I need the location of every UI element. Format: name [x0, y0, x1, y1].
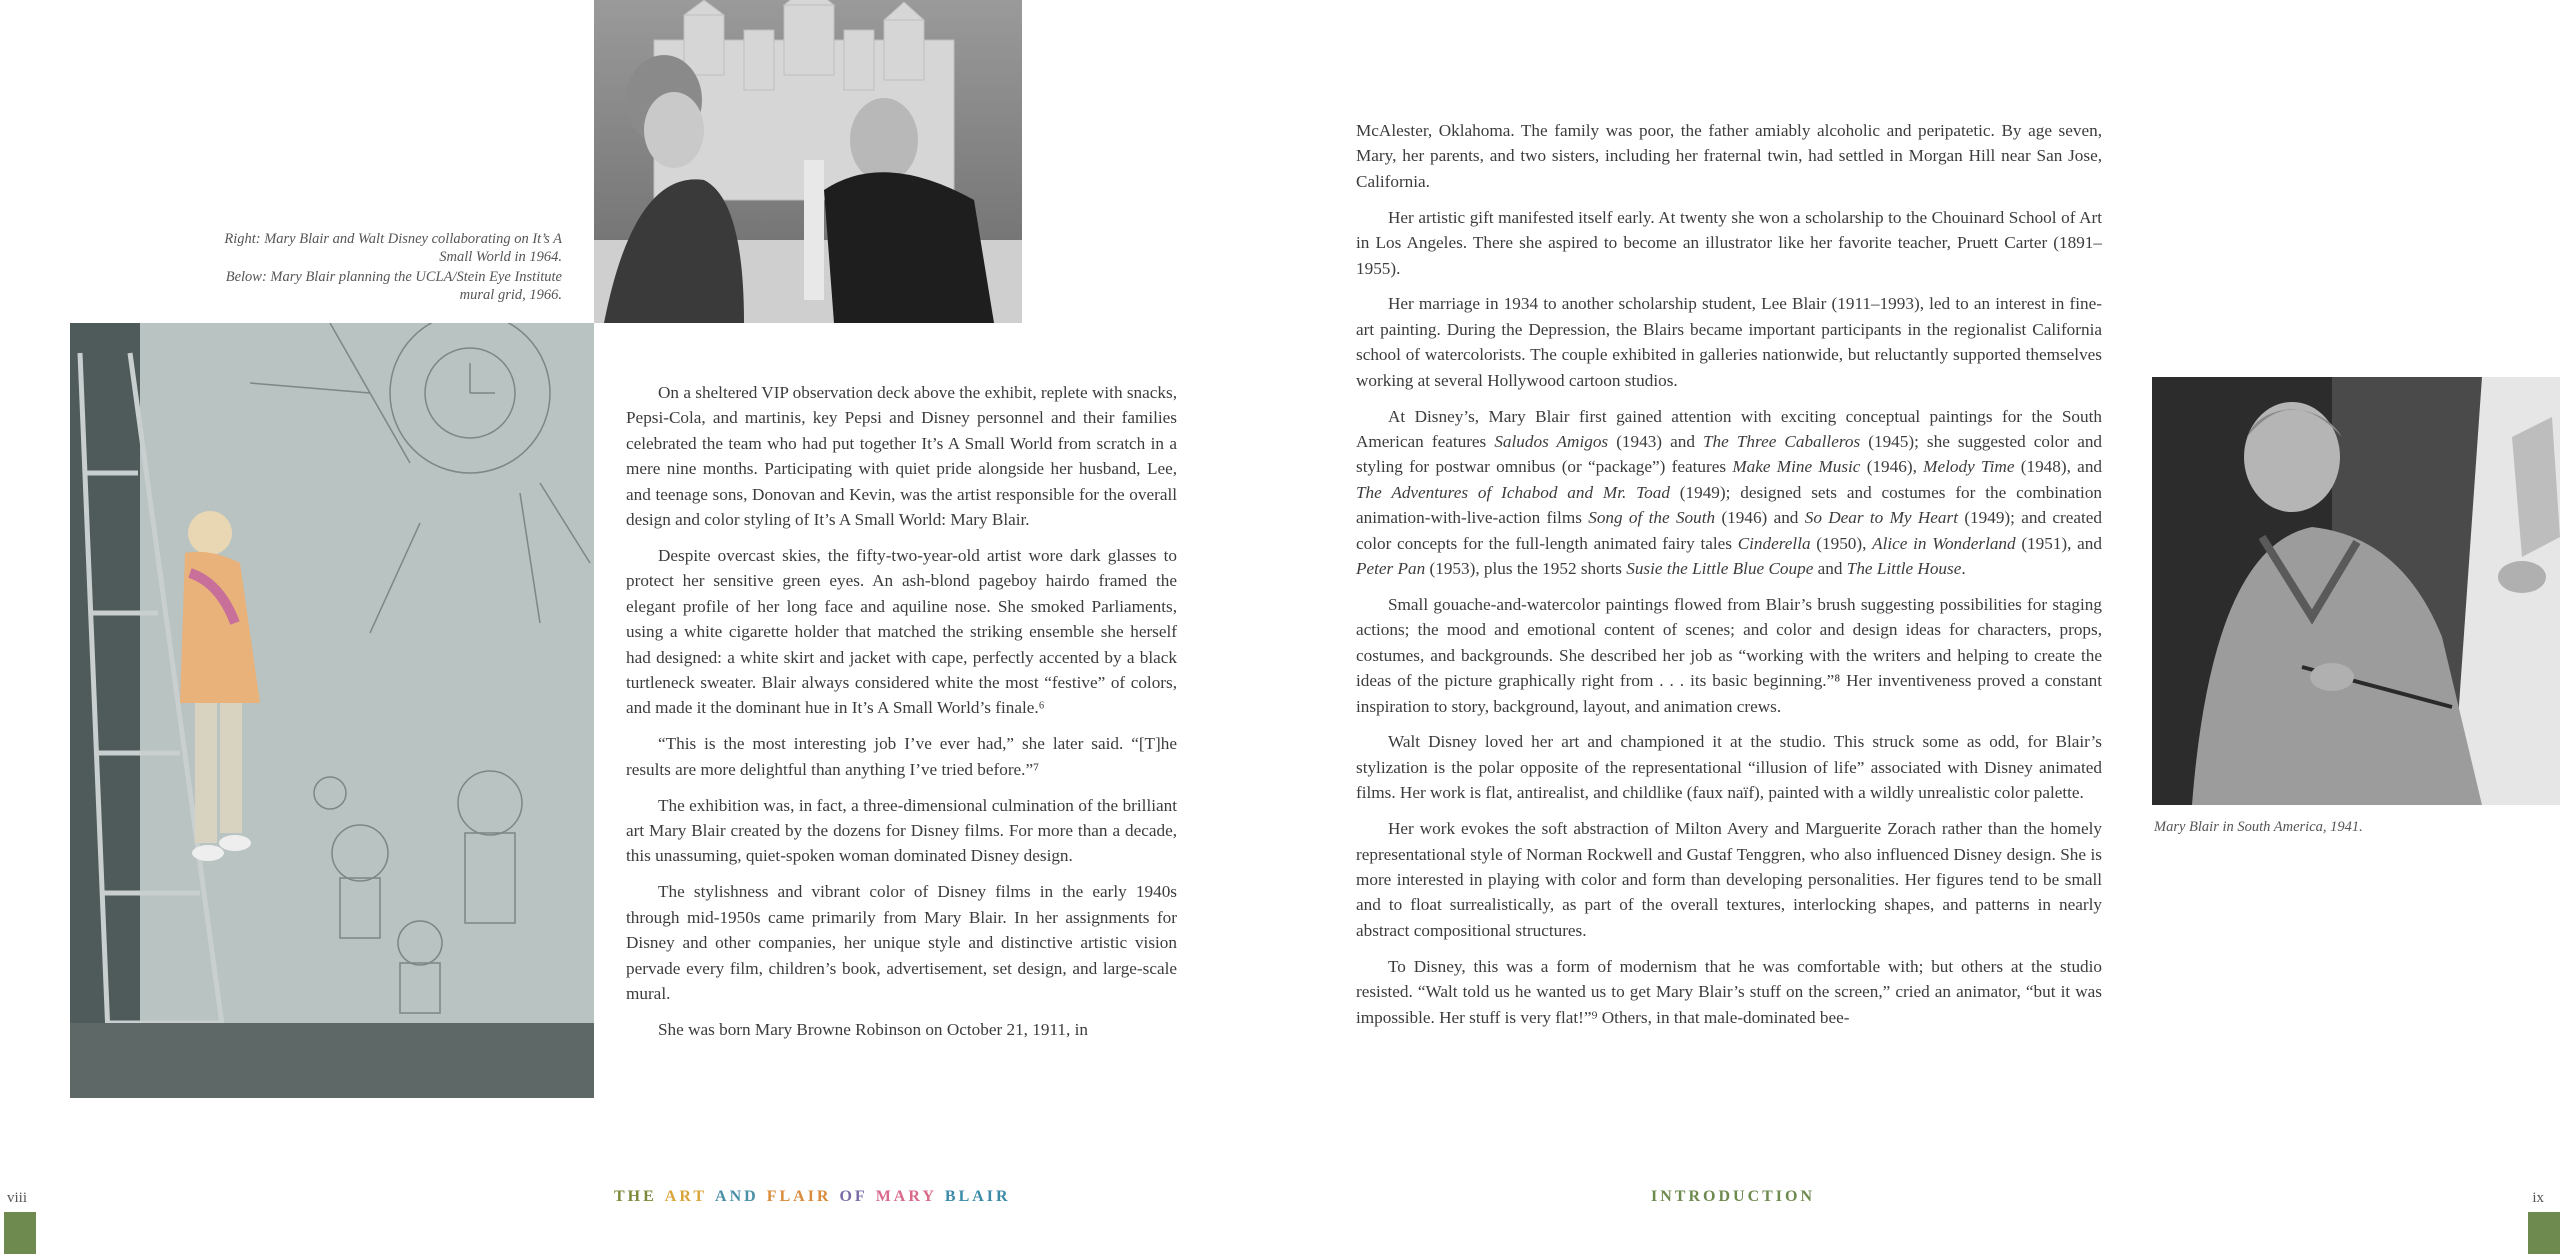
film-title: Peter Pan [1356, 559, 1426, 578]
text: (1948), and [2014, 457, 2103, 477]
film-title: Susie the Little Blue Coupe [1626, 559, 1814, 578]
page-edge-tab-left [4, 1212, 36, 1254]
running-head-word: MARY [875, 1188, 937, 1205]
text: (1953), plus the 1952 shorts [1425, 559, 1627, 578]
paragraph: Her artistic gift manifested itself early. At twenty she won a scholarship to the Chouinard School of Art in Los Angeles. There she aspired to become an illustrator like her favorite teacher, Pruett Carter (1891–1955). [1356, 207, 2102, 278]
caption-line-1: Right: Mary Blair and Walt Disney collaborating on It’s A Small World in 1964. [224, 231, 562, 265]
text: (1943) and [1608, 431, 1703, 451]
page-number-right: ix [2532, 1190, 2544, 1206]
paragraph: On a sheltered VIP observation deck above the exhibit, replete with snacks, Pepsi-Cola, and martinis, key Pepsi and Disney personnel and their families celebrated the team who had put together It’s A Small World from scratch in a mere nine months. Participating with quiet pride alongside her husband, Lee, and teenage sons, Donovan and Kevin, was the artist responsible for the overall design and color styling of It’s A Small World: Mary Blair. [626, 383, 1177, 530]
running-head-section: INTRODUCTION [1651, 1188, 1816, 1205]
text: and [1813, 559, 1847, 578]
paragraph: To Disney, this was a form of modernism that he was comfortable with; but others at the studio resisted. “Walt told us he wanted us to get Mary Blair’s stuff on the screen,” cried an animator, “but it was impossible. Her stuff is very flat!”⁹ Others, in that male-dominated bee- [1356, 956, 2102, 1027]
text: (1951), and [2015, 533, 2102, 553]
paragraph: Small gouache-and-watercolor paintings flowed from Blair’s brush suggesting possibilities for staging actions; the mood and emotional content of scenes; and color and design ideas for characters, props, costumes, and backgrounds. She described her job as “working with the writers and helping to create the ideas of the picture graphically right from . . . its basic beginning.”⁸ Her inventiveness proved a constant inspiration to story, background, layout, and animation crews. [1356, 594, 2102, 716]
text: (1946) and [1715, 508, 1805, 528]
text: (1945); she suggested color and styling for postwar omnibus (or “package”) features [1356, 431, 2103, 477]
text: (1949); designed sets and costumes for the combination animation-with-live-action films [1356, 482, 2103, 528]
text: (1949); and created color concepts for the full-length animated fairy tales [1356, 508, 2102, 553]
photo-blair-disney-small-world [594, 0, 1022, 323]
paragraph: She was born Mary Browne Robinson on October 21, 1911, in [658, 1019, 1088, 1039]
caption-line-2: Below: Mary Blair planning the UCLA/Stein Eye Institute mural grid, 1966. [225, 269, 562, 303]
photo-blair-mural-grid [70, 323, 594, 1098]
film-title: Cinderella [1737, 533, 1811, 553]
text: . [1961, 559, 1966, 578]
photo-caption-left [222, 230, 562, 306]
running-head-word: FLAIR [766, 1188, 832, 1205]
paragraph-film-list [1356, 404, 2102, 582]
paragraph: “This is the most interesting job I’ve ever had,” she later said. “[T]he results are more delightful than anything I’ve tried before.”⁷ [626, 734, 1177, 779]
running-head-word: OF [839, 1188, 868, 1205]
text: (1950), [1810, 533, 1873, 553]
film-title: So Dear to My Heart [1804, 508, 1958, 528]
text: At Disney’s, Mary Blair first gained attention with exciting conceptual paintings for the South American features [1356, 406, 2102, 451]
running-head-book-title [614, 1188, 1019, 1206]
page-edge-tab-right [2528, 1212, 2560, 1254]
text: (1946), [1860, 457, 1924, 477]
film-title: The Little House [1846, 559, 1962, 578]
film-title: Alice in Wonderland [1872, 533, 2016, 553]
paragraph: Her marriage in 1934 to another scholarship student, Lee Blair (1911–1993), led to an interest in fine-art painting. During the Depression, the Blairs became important participants in the regionalist California school of watercolorists. The couple exhibited in galleries nationwide, but reluctantly supported themselves working at several Hollywood cartoon studios. [1356, 294, 2102, 390]
running-head-word: AND [715, 1188, 759, 1205]
body-column-left [626, 380, 1177, 1053]
film-title: Melody Time [1923, 457, 2015, 477]
photo-caption-right: Mary Blair in South America, 1941. [2154, 819, 2363, 835]
paragraph: Her work evokes the soft abstraction of Milton Avery and Marguerite Zorach rather than the homely representational style of Norman Rockwell and Gustaf Tenggren, who also influenced Disney design. She is more interested in playing with color and form than developing personalities. Her figures tend to be small and to float surrealistically, as part of the overall textures, interlocking shapes, and patterns in nearly abstract compositional structures. [1356, 819, 2102, 940]
paragraph: The stylishness and vibrant color of Disney films in the early 1940s through mid-1950s came primarily from Mary Blair. In her assignments for Disney and other companies, her unique style and distinctive artistic vision pervade every film, children’s book, advertisement, set design, and large-scale mural. [626, 882, 1177, 1003]
paragraph: Despite overcast skies, the fifty-two-year-old artist wore dark glasses to protect her sensitive green eyes. An ash-blond pageboy hairdo framed the elegant profile of her long face and aquiline nose. She smoked Parliaments, using a white cigarette holder that matched the striking ensemble she herself had designed: a white skirt and jacket with cape, perfectly accented by a black turtleneck sweater. Blair always considered white the most “festive” of colors, and made it the dominant hue in It’s A Small World’s finale.⁶ [626, 545, 1177, 718]
film-title: The Three Caballeros [1703, 431, 1861, 451]
paragraph: McAlester, Oklahoma. The family was poor, the father amiably alcoholic and peripatetic. By age seven, Mary, her parents, and two sisters, including her fraternal twin, had settled in Morgan Hill near San Jose, California. [1356, 121, 2102, 191]
running-head-word: BLAIR [944, 1188, 1011, 1205]
film-title: Make Mine Music [1732, 457, 1861, 477]
paragraph: The exhibition was, in fact, a three-dimensional culmination of the brilliant art Mary Blair created by the dozens for Disney films. For more than a decade, this unassuming, quiet-spoken woman dominated Disney design. [626, 795, 1177, 866]
page-number-left: viii [7, 1190, 28, 1206]
film-title: The Adventures of Ichabod and Mr. Toad [1356, 482, 1670, 502]
paragraph: Walt Disney loved her art and championed it at the studio. This struck some as odd, for Blair’s stylization is the polar opposite of the representational “illusion of life” associated with Disney animated films. Her work is flat, antirealist, and childlike (faux naïf), painted with a wildly unrealistic color palette. [1356, 732, 2102, 803]
film-title: Saludos Amigos [1494, 431, 1609, 451]
body-column-right [1356, 118, 2102, 1040]
film-title: Song of the South [1588, 508, 1716, 528]
running-head-word: ART [664, 1188, 708, 1205]
running-head-word: THE [614, 1188, 657, 1205]
photo-blair-south-america [2152, 377, 2560, 805]
